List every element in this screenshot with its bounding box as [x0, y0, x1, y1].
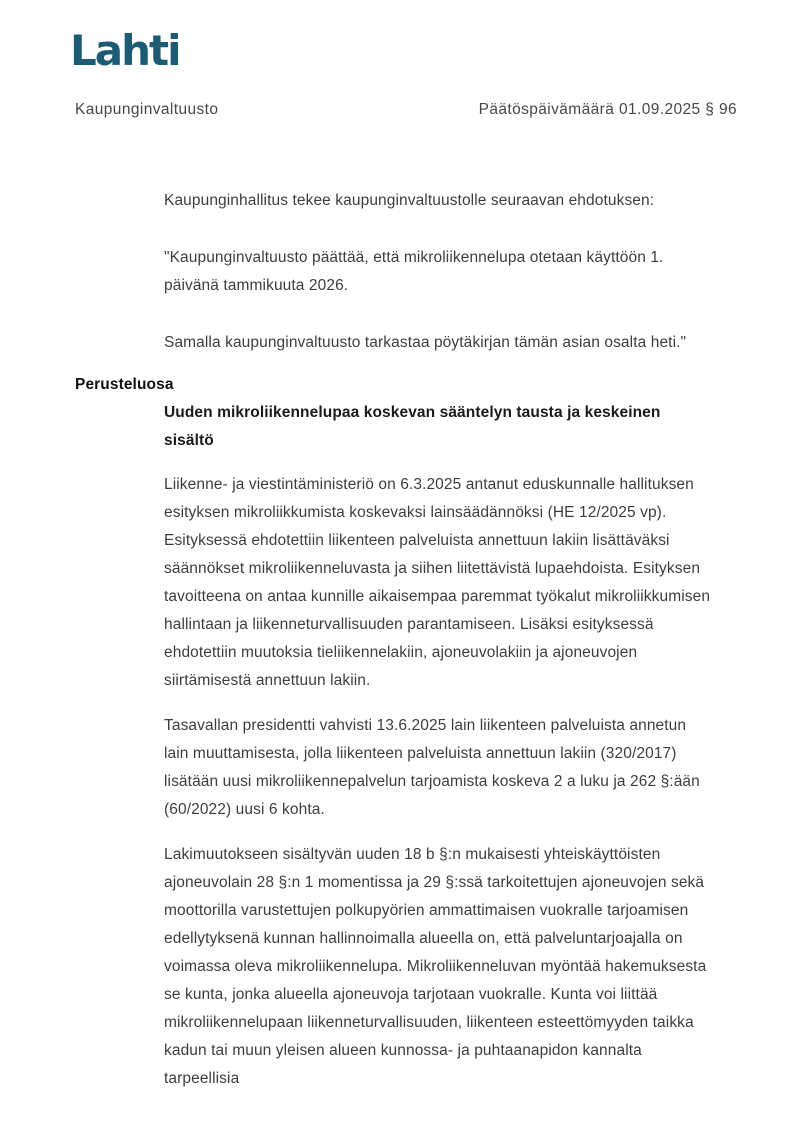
organ-name: Kaupunginvaltuusto — [75, 101, 219, 118]
decision-date: Päätöspäivämäärä 01.09.2025 § 96 — [478, 101, 737, 118]
subsection-heading: Uuden mikroliikennelupaa koskevan sääntelyn tausta ja keskeinen sisältö — [164, 404, 661, 449]
section-label-perusteluosa: Perusteluosa — [75, 376, 174, 393]
body-paragraph: Lakimuutokseen sisältyvän uuden 18 b §:n mukaisesti yhteiskäyttöisten ajoneuvolain 28 §:n 1 momentissa ja 29 §:ssä tarkoitettujen ajoneuvojen sekä moottorilla varustettujen polkupyörien ammattimaisen vuokralle tarjoamisen edellytyksenä kunnan hallinnoimalla alueella on, että palveluntarjoajalla on voimassa oleva mikroliikennelupa. Mikroliikenneluvan myöntää hakemuksesta se kunta, jonka alueella ajoneuvoja tarjotaan vuokralle. Kunta voi liittää mikroliikennelupaan liikenneturvallisuuden, liikenteen esteettömyyden taikka kadun tai muun yleisen alueen kunnossa- ja puhtaanapidon kannalta tarpeellisia — [164, 846, 707, 1087]
proposal-quote-part1: "Kaupunginvaltuusto päättää, että mikroliikennelupa otetaan käyttöön 1. päivänä tammikuuta 2026. — [164, 249, 664, 294]
proposal-quote-part2: Samalla kaupunginvaltuusto tarkastaa pöytäkirjan tämän asian osalta heti." — [164, 334, 687, 351]
document-body — [75, 187, 723, 1110]
body-paragraph: Tasavallan presidentti vahvisti 13.6.2025 lain liikenteen palveluista annetun lain muuttamisesta, jolla liikenteen palveluista annettuun lakiin (320/2017) lisätään uusi mikroliikennepalvelun tarjoamista koskeva 2 a luku ja 262 §:ään (60/2022) uusi 6 kohta. — [164, 717, 700, 818]
body-paragraph: Liikenne- ja viestintäministeriö on 6.3.2025 antanut eduskunnalle hallituksen esityksen mikroliikkumista koskevaksi lainsäädännöksi (HE 12/2025 vp). Esityksessä ehdotettiin liikenteen palveluista annettuun lakiin lisättäväksi säännökset mikroliikenneluvasta ja siihen liitettävistä lupaehdoista. Esityksen tavoitteena on antaa kunnille aikaisempaa paremmat työkalut mikroliikkumisen hallintaan ja liikenneturvallisuuden parantamiseen. Lisäksi esityksessä ehdotettiin muutoksia tieliikennelakiin, ajoneuvolakiin ja ajoneuvojen siirtämisestä annettuun lakiin. — [164, 476, 711, 689]
document-header — [75, 101, 737, 119]
lahti-logo: Lahti — [70, 26, 180, 75]
proposal-intro: Kaupunginhallitus tekee kaupunginvaltuustolle seuraavan ehdotuksen: — [164, 192, 655, 209]
